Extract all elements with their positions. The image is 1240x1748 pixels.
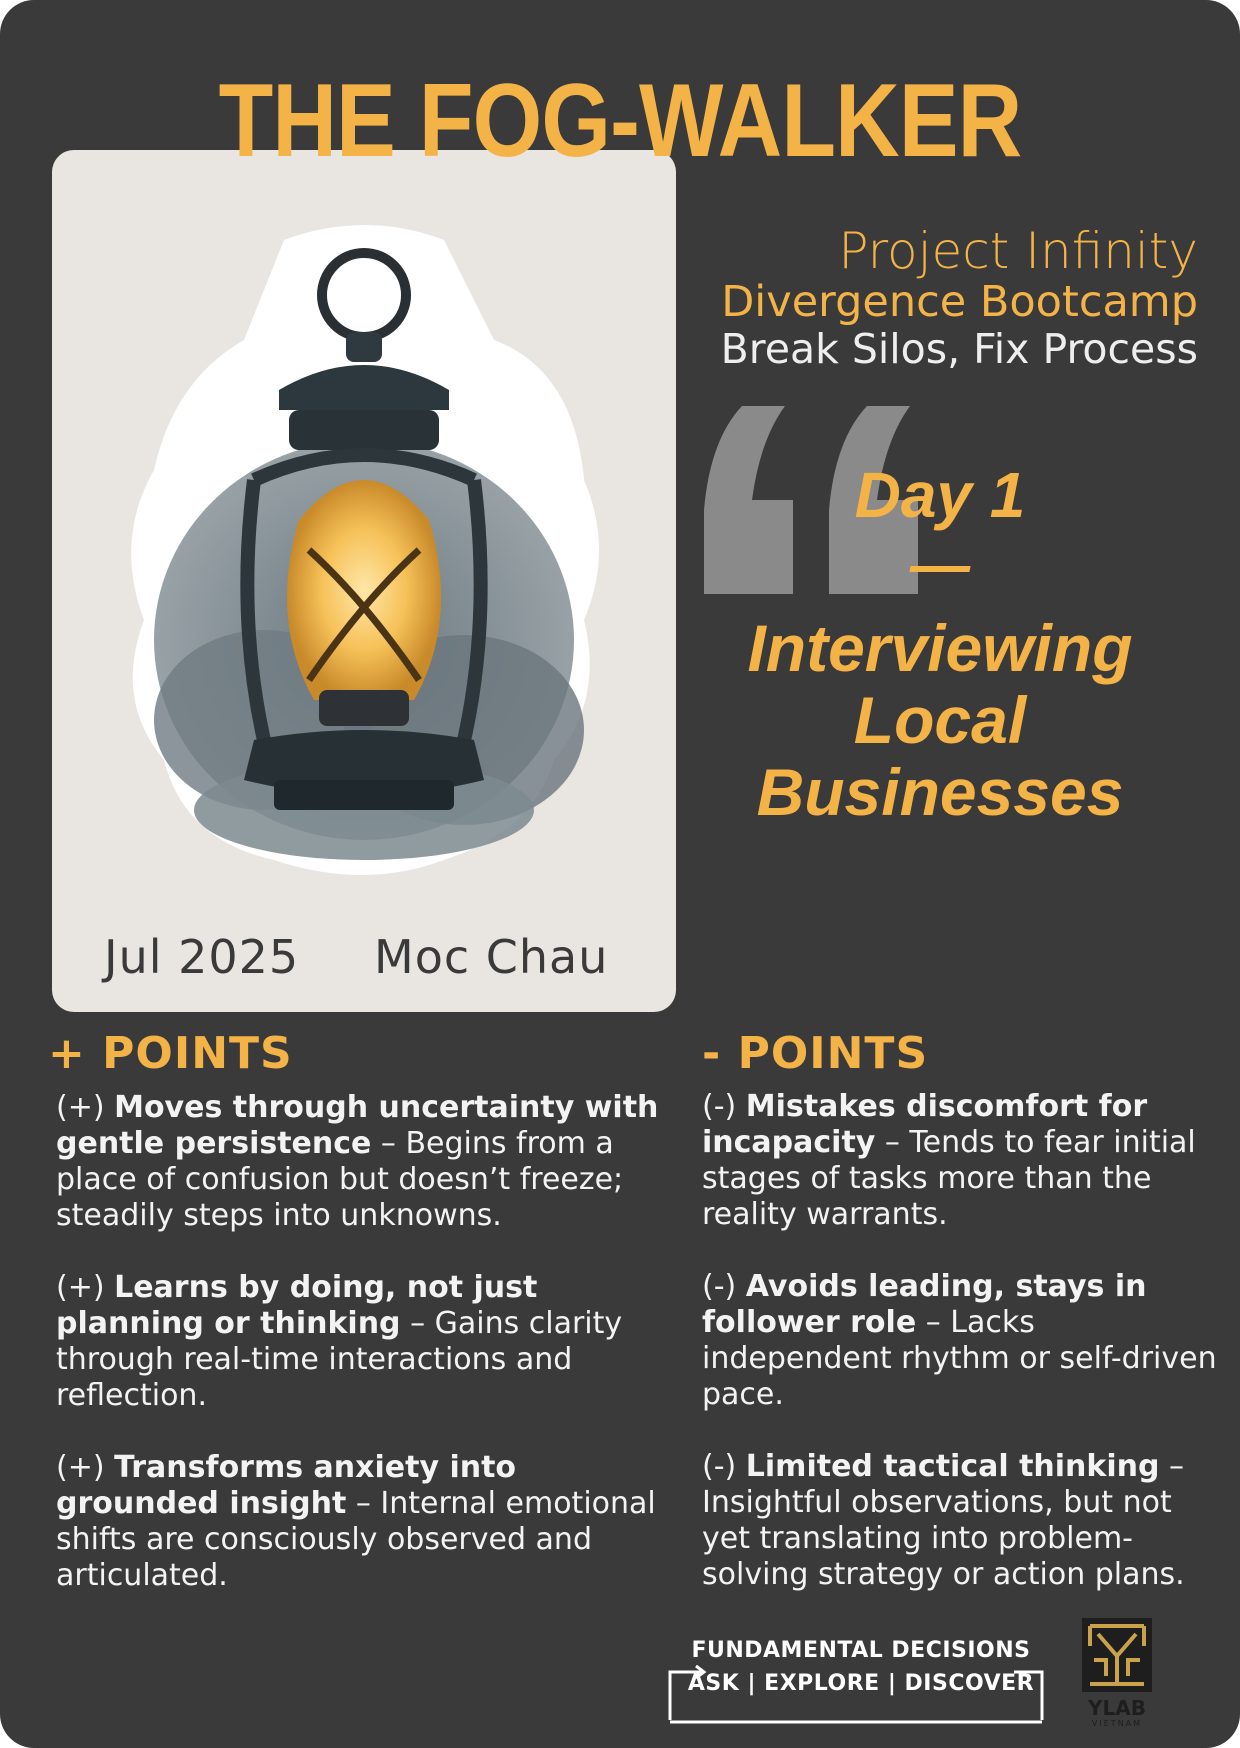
- location-label: Moc Chau: [374, 930, 609, 984]
- session-topic: [690, 612, 1190, 828]
- list-item: (+) Learns by doing, not just planning or thinking – Gains clarity through real-time interactions and reflection.: [56, 1270, 623, 1413]
- topic-line: Interviewing: [747, 611, 1133, 685]
- list-item: (+) Moves through uncertainty with gentle persistence – Begins from a place of confusion but doesn’t freeze; steadily steps into unknowns.: [56, 1090, 659, 1233]
- lantern-illustration: [114, 220, 614, 900]
- session-dash: —: [910, 531, 970, 598]
- bootcamp-name: Divergence Bootcamp: [721, 277, 1198, 327]
- minus-points-list: [702, 1089, 1222, 1629]
- topic-line: Businesses: [756, 755, 1124, 829]
- list-item: (-) Limited tactical thinking – Insightful observations, but not yet translating into problem-solving strategy or action plans.: [702, 1449, 1185, 1592]
- ylab-logo-icon: [1080, 1616, 1154, 1694]
- photo-panel: [52, 150, 676, 1012]
- plus-points-heading: + POINTS: [48, 1028, 293, 1079]
- logo-sub: VIETNAM: [1091, 1719, 1143, 1728]
- date-label: Jul 2025: [104, 930, 300, 984]
- logo-name: YLAB: [1088, 1696, 1146, 1720]
- program-name: Project Infinity: [838, 222, 1198, 280]
- minus-points-heading: - POINTS: [702, 1028, 929, 1079]
- footer-line2: ASK | EXPLORE | DISCOVER: [687, 1671, 1035, 1696]
- list-item: (-) Avoids leading, stays in follower role – Lacks independent rhythm or self-driven pace.: [702, 1269, 1217, 1412]
- program-tagline: Break Silos, Fix Process: [720, 325, 1198, 373]
- list-item: (-) Mistakes discomfort for incapacity – Tends to fear initial stages of tasks more than the reality warrants.: [702, 1089, 1196, 1232]
- topic-line: Local: [853, 683, 1027, 757]
- list-item: (+) Transforms anxiety into grounded insight – Internal emotional shifts are consciously observed and articulated.: [56, 1450, 656, 1593]
- session-day: Day 1: [854, 459, 1026, 531]
- plus-points-list: [56, 1090, 666, 1630]
- footer-line1: FUNDAMENTAL DECISIONS: [691, 1638, 1031, 1663]
- page-title: THE FOG-WALKER: [218, 63, 1022, 179]
